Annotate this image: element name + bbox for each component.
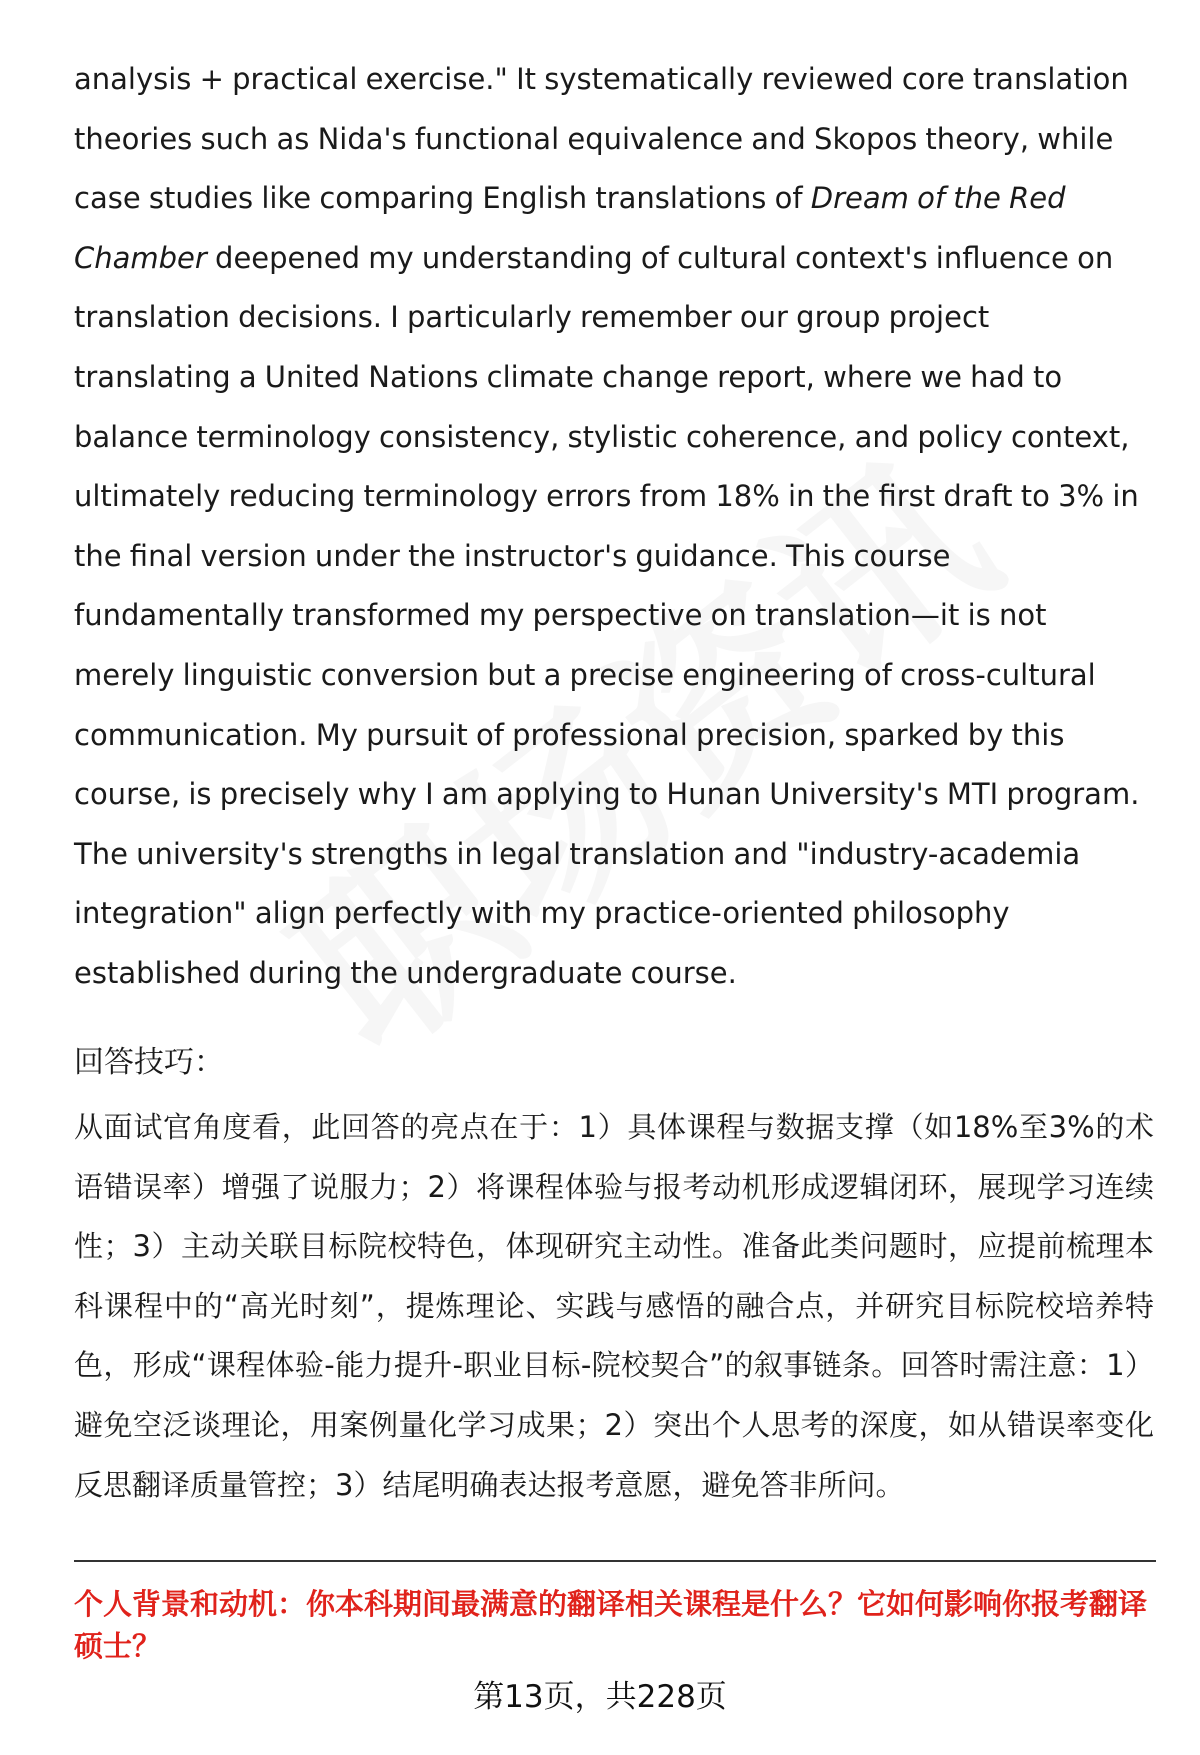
tips-label: 回答技巧： bbox=[74, 1045, 224, 1080]
tips-paragraph: 从面试官角度看，此回答的亮点在于：1）具体课程与数据支撑（如18%至3%的术语错误率）增强了说服力；2）将课程体验与报考动机形成逻辑闭环，展现学习连续性；3）主动关联目标院校特色，体现研究主动性。准备此类问题时，应提前梳理本科课程中的“高光时刻”，提炼理论、实践与感悟的融合点，并研究目标院校培养特色，形成“课程体验-能力提升-职业目标-院校契合”的叙事链条。回答时需注意：1）避免空泛谈理论，用案例量化学习成果；2）突出个人思考的深度，如从错误率变化反思翻译质量管控；3）结尾明确表达报考意愿，避免答非所问。 bbox=[74, 1110, 1154, 1502]
answer-text-part1: analysis + practical exercise." It systematically reviewed core translation theories such as Nida's functional equivalence and Skopos theory, while case studies like comparing English translations of bbox=[74, 62, 1129, 216]
answer-paragraph bbox=[74, 50, 1154, 1004]
answer-text-part2: deepened my understanding of cultural context's influence on translation decisions. I particularly remember our group project translating a United Nations climate change report, where we had to balance terminology consistency, stylistic coherence, and policy context, ultimately reducing terminology errors from 18% in the first draft to 3% in the final version under the instructor's guidance. This course fundamentally transformed my perspective on translation—it is not merely linguistic conversion but a precise engineering of cross-cultural communication. My pursuit of professional precision, sparked by this course, is precisely why I am applying to Hunan University's MTI program. The university's strengths in legal translation and "industry-academia integration" align perfectly with my practice-oriented philosophy established during the undergraduate course. bbox=[74, 240, 1140, 990]
section-divider bbox=[74, 1560, 1156, 1562]
answer-book-title: Dream of the Red Chamber bbox=[74, 181, 1066, 275]
question-heading: 个人背景和动机：你本科期间最满意的翻译相关课程是什么？它如何影响你报考翻译硕士？ bbox=[74, 1587, 1148, 1663]
page-number: 第13页，共228页 bbox=[473, 1679, 727, 1715]
